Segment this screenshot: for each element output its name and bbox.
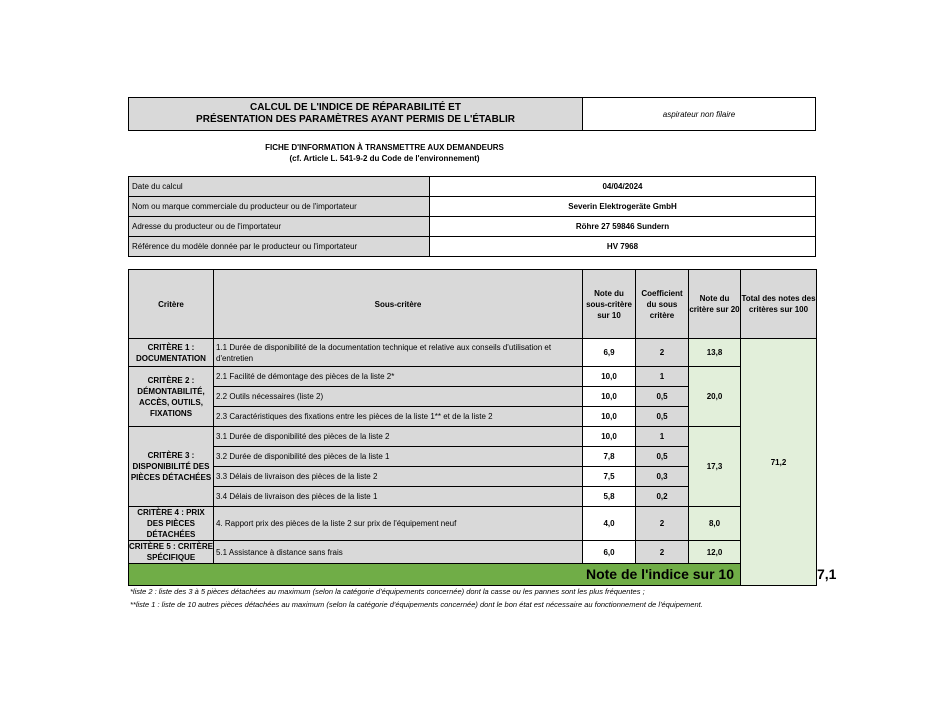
document-title [129, 98, 583, 131]
info-value: Severin Elektrogeräte GmbH [430, 197, 816, 217]
total-score: 71,2 [741, 339, 817, 586]
info-row [129, 217, 816, 237]
criterion-score: 8,0 [689, 507, 741, 541]
criterion-score: 20,0 [689, 367, 741, 427]
column-header-sous-critere: Sous-critère [214, 270, 583, 339]
column-header-critere: Critère [129, 270, 214, 339]
table-row [129, 507, 817, 541]
final-score-row: Note de l'indice sur 10 7,1 [129, 564, 817, 586]
score-table [128, 269, 837, 586]
subcriterion-note: 7,5 [583, 467, 636, 487]
info-row [129, 177, 816, 197]
subcriterion-coef: 2 [636, 507, 689, 541]
table-row [129, 427, 817, 447]
table-header-row [129, 270, 817, 339]
table-row [129, 541, 817, 564]
subcriterion-note: 10,0 [583, 427, 636, 447]
subcriterion-note: 10,0 [583, 387, 636, 407]
subcriterion-note: 4,0 [583, 507, 636, 541]
subcriterion-label: 4. Rapport prix des pièces de la liste 2 sur prix de l'équipement neuf [214, 507, 583, 541]
title-line-2: PRÉSENTATION DES PARAMÈTRES AYANT PERMIS DE L'ÉTABLIR [196, 114, 515, 125]
subcriterion-coef: 0,2 [636, 487, 689, 507]
table-row [129, 367, 817, 387]
criterion-score: 13,8 [689, 339, 741, 367]
subcriterion-label: 3.3 Délais de livraison des pièces de la liste 2 [214, 467, 583, 487]
subcriterion-coef: 1 [636, 367, 689, 387]
info-value: HV 7968 [430, 237, 816, 257]
column-header-note-sous-critere: Note du sous-critère sur 10 [583, 270, 636, 339]
subcriterion-coef: 2 [636, 339, 689, 367]
column-header-coefficient: Coefficient du sous critère [636, 270, 689, 339]
subcriterion-label: 5.1 Assistance à distance sans frais [214, 541, 583, 564]
subcriterion-label: 3.4 Délais de livraison des pièces de la liste 1 [214, 487, 583, 507]
info-value: 04/04/2024 [430, 177, 816, 197]
subcriterion-coef: 0,5 [636, 407, 689, 427]
sheet-title [128, 142, 641, 164]
criterion-score: 17,3 [689, 427, 741, 507]
subcriterion-label: 2.3 Caractéristiques des fixations entre les pièces de la liste 1** et de la liste 2 [214, 407, 583, 427]
sheet-title-line-2: (cf. Article L. 541-9-2 du Code de l'environnement) [289, 154, 480, 163]
subcriterion-coef: 1 [636, 427, 689, 447]
subcriterion-note: 6,0 [583, 541, 636, 564]
subcriterion-label: 3.2 Durée de disponibilité des pièces de la liste 1 [214, 447, 583, 467]
info-label: Adresse du producteur ou de l'importateur [129, 217, 430, 237]
subcriterion-note: 10,0 [583, 407, 636, 427]
subcriterion-coef: 2 [636, 541, 689, 564]
criterion-5: CRITÈRE 5 : CRITÈRE SPÉCIFIQUE [129, 542, 214, 562]
subcriterion-label: 3.1 Durée de disponibilité des pièces de la liste 2 [214, 427, 583, 447]
footnote-liste-2: *liste 2 : liste des 3 à 5 pièces détachées au maximum (selon la catégorie d'équipements concernée) dont la casse ou les pannes sont les plus fréquentes ; [130, 587, 645, 596]
header-table [128, 97, 816, 131]
subcriterion-coef: 0,5 [636, 447, 689, 467]
subcriterion-label: 2.1 Facilité de démontage des pièces de la liste 2* [214, 367, 583, 387]
title-line-1: CALCUL DE L'INDICE DE RÉPARABILITÉ ET [250, 102, 461, 113]
criterion-3: CRITÈRE 3 : DISPONIBILITÉ DES PIÈCES DÉTACHÉES [129, 427, 214, 507]
subcriterion-label: 2.2 Outils nécessaires (liste 2) [214, 387, 583, 407]
sheet-title-line-1: FICHE D'INFORMATION À TRANSMETTRE AUX DEMANDEURS [265, 143, 504, 152]
info-label: Référence du modèle donnée par le producteur ou l'importateur [129, 237, 430, 257]
table-row [129, 339, 817, 367]
info-table [128, 176, 816, 257]
subcriterion-coef: 0,5 [636, 387, 689, 407]
info-label: Nom ou marque commerciale du producteur ou de l'importateur [129, 197, 430, 217]
criterion-4: CRITÈRE 4 : PRIX DES PIÈCES DÉTACHÉES [129, 507, 214, 541]
subcriterion-note: 5,8 [583, 487, 636, 507]
subcriterion-note: 10,0 [583, 367, 636, 387]
subcriterion-coef: 0,3 [636, 467, 689, 487]
subcriterion-note: 7,8 [583, 447, 636, 467]
info-value: Röhre 27 59846 Sundern [430, 217, 816, 237]
criterion-1: CRITÈRE 1 : DOCUMENTATION [129, 339, 214, 367]
final-score-label: Note de l'indice sur 10 [129, 564, 741, 586]
criterion-score: 12,0 [689, 541, 741, 564]
column-header-total: Total des notes des critères sur 100 [741, 270, 817, 339]
info-label: Date du calcul [129, 177, 430, 197]
subcriterion-label: 1.1 Durée de disponibilité de la documentation technique et relative aux conseils d'utilisation et d'entretien [214, 339, 583, 367]
info-row [129, 237, 816, 257]
subcriterion-note: 6,9 [583, 339, 636, 367]
info-row [129, 197, 816, 217]
column-header-note-critere: Note du critère sur 20 [689, 270, 741, 339]
footnote-liste-1: **liste 1 : liste de 10 autres pièces détachées au maximum (selon la catégorie d'équipements concernée) dont le bon état est nécessaire au fonctionnement de l'équipement. [130, 600, 703, 609]
product-type: aspirateur non filaire [583, 98, 816, 131]
criterion-2: CRITÈRE 2 : DÉMONTABILITÉ, ACCÈS, OUTILS, FIXATIONS [129, 367, 214, 427]
